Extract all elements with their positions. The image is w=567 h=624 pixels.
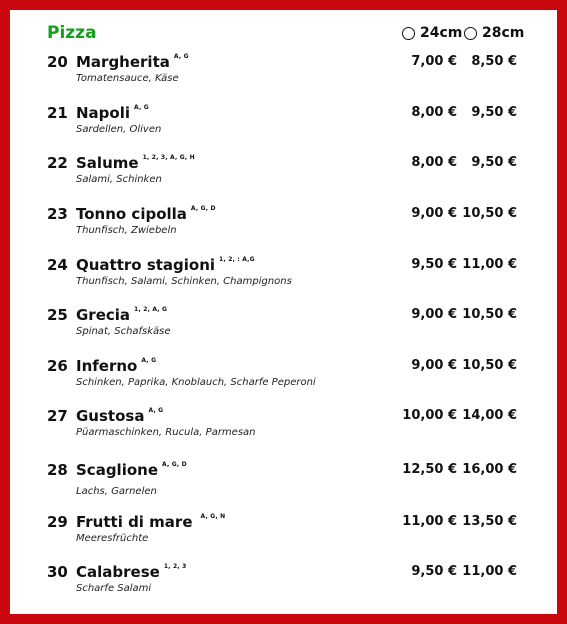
allergen-codes: A, G, N bbox=[200, 513, 226, 520]
allergen-codes: A, G bbox=[173, 53, 189, 60]
item-name-wrap bbox=[76, 306, 167, 324]
item-description: Meeresfrüchte bbox=[76, 533, 149, 544]
item-description: Spinat, Schafskäse bbox=[76, 326, 171, 337]
price-24cm: 8,00 € bbox=[411, 155, 457, 170]
item-name: Quattro stagioni bbox=[76, 256, 216, 274]
price-28cm: 11,00 € bbox=[462, 257, 517, 272]
price-24cm: 9,00 € bbox=[411, 358, 457, 373]
price-24cm: 7,00 € bbox=[411, 54, 457, 69]
item-name-wrap bbox=[76, 256, 255, 274]
circle-icon bbox=[402, 27, 415, 40]
price-28cm: 11,00 € bbox=[462, 564, 517, 579]
item-number: 20 bbox=[47, 53, 68, 71]
allergen-codes: 1, 2, 3, A, G, H bbox=[142, 154, 195, 161]
allergen-codes: A, G bbox=[141, 357, 157, 364]
item-name-wrap bbox=[76, 513, 225, 531]
size-label: 28cm bbox=[482, 25, 525, 41]
price-24cm: 10,00 € bbox=[402, 408, 457, 423]
item-name-wrap bbox=[76, 104, 149, 122]
price-28cm: 13,50 € bbox=[462, 514, 517, 529]
price-28cm: 10,50 € bbox=[462, 307, 517, 322]
allergen-codes: A, G, D bbox=[162, 461, 187, 468]
price-28cm: 8,50 € bbox=[471, 54, 517, 69]
item-description: Püarmaschinken, Rucula, Parmesan bbox=[76, 427, 256, 438]
menu-item bbox=[10, 256, 557, 296]
allergen-codes: A, G bbox=[148, 407, 164, 414]
size-header-28cm bbox=[464, 25, 524, 41]
item-name-wrap bbox=[76, 154, 195, 172]
allergen-codes: A, G, D bbox=[190, 205, 216, 212]
item-description: Thunfisch, Salami, Schinken, Champignons bbox=[76, 276, 292, 287]
item-description: Thunfisch, Zwiebeln bbox=[76, 225, 177, 236]
menu-item bbox=[10, 104, 557, 144]
item-number: 26 bbox=[47, 357, 68, 375]
size-label: 24cm bbox=[420, 25, 463, 41]
item-name: Tonno cipolla bbox=[76, 205, 187, 223]
menu-item bbox=[10, 407, 557, 447]
item-description: Schinken, Paprika, Knoblauch, Scharfe Peperoni bbox=[76, 377, 316, 388]
item-description: Tomatensauce, Käse bbox=[76, 73, 179, 84]
item-number: 23 bbox=[47, 205, 68, 223]
item-name: Frutti di mare bbox=[76, 513, 193, 531]
item-name: Margherita bbox=[76, 53, 170, 71]
item-name: Napoli bbox=[76, 104, 131, 122]
size-header-24cm bbox=[402, 25, 462, 41]
price-24cm: 11,00 € bbox=[402, 514, 457, 529]
item-description: Salami, Schinken bbox=[76, 174, 162, 185]
menu-item bbox=[10, 154, 557, 194]
item-number: 21 bbox=[47, 104, 68, 122]
menu-item bbox=[10, 205, 557, 245]
item-name-wrap bbox=[76, 461, 187, 479]
price-28cm: 10,50 € bbox=[462, 206, 517, 221]
item-number: 27 bbox=[47, 407, 68, 425]
price-24cm: 12,50 € bbox=[402, 462, 457, 477]
item-description: Lachs, Garnelen bbox=[76, 486, 157, 497]
item-name: Grecia bbox=[76, 306, 131, 324]
menu-item bbox=[10, 513, 557, 553]
price-24cm: 8,00 € bbox=[411, 105, 457, 120]
price-24cm: 9,00 € bbox=[411, 307, 457, 322]
item-name: Scaglione bbox=[76, 461, 158, 479]
allergen-codes: 1, 2, : A,G bbox=[219, 256, 255, 263]
price-28cm: 16,00 € bbox=[462, 462, 517, 477]
menu-item bbox=[10, 306, 557, 346]
price-28cm: 9,50 € bbox=[471, 105, 517, 120]
item-number: 30 bbox=[47, 563, 68, 581]
price-28cm: 14,00 € bbox=[462, 408, 517, 423]
item-name-wrap bbox=[76, 205, 216, 223]
item-number: 29 bbox=[47, 513, 68, 531]
item-name: Inferno bbox=[76, 357, 138, 375]
menu-item bbox=[10, 53, 557, 93]
allergen-codes: 1, 2, A, G bbox=[134, 306, 168, 313]
price-24cm: 9,50 € bbox=[411, 257, 457, 272]
item-name-wrap bbox=[76, 563, 186, 581]
item-number: 25 bbox=[47, 306, 68, 324]
item-description: Scharfe Salami bbox=[76, 583, 152, 594]
item-name: Calabrese bbox=[76, 563, 160, 581]
item-number: 28 bbox=[47, 461, 68, 479]
section-title: Pizza bbox=[47, 23, 97, 43]
item-name-wrap bbox=[76, 407, 163, 425]
circle-icon bbox=[464, 27, 477, 40]
menu-item bbox=[10, 357, 557, 397]
allergen-codes: A, G bbox=[134, 104, 149, 111]
item-name: Gustosa bbox=[76, 407, 145, 425]
item-number: 24 bbox=[47, 256, 68, 274]
menu-item bbox=[10, 461, 557, 501]
menu-header bbox=[10, 10, 557, 54]
price-28cm: 9,50 € bbox=[471, 155, 517, 170]
menu-item bbox=[10, 563, 557, 603]
item-description: Sardellen, Oliven bbox=[76, 124, 162, 135]
allergen-codes: 1, 2, 3 bbox=[163, 563, 187, 570]
menu-sheet bbox=[10, 10, 557, 614]
item-name-wrap bbox=[76, 53, 189, 71]
item-name-wrap bbox=[76, 357, 156, 375]
price-24cm: 9,00 € bbox=[411, 206, 457, 221]
item-number: 22 bbox=[47, 154, 68, 172]
price-28cm: 10,50 € bbox=[462, 358, 517, 373]
item-name: Salume bbox=[76, 154, 139, 172]
price-24cm: 9,50 € bbox=[411, 564, 457, 579]
